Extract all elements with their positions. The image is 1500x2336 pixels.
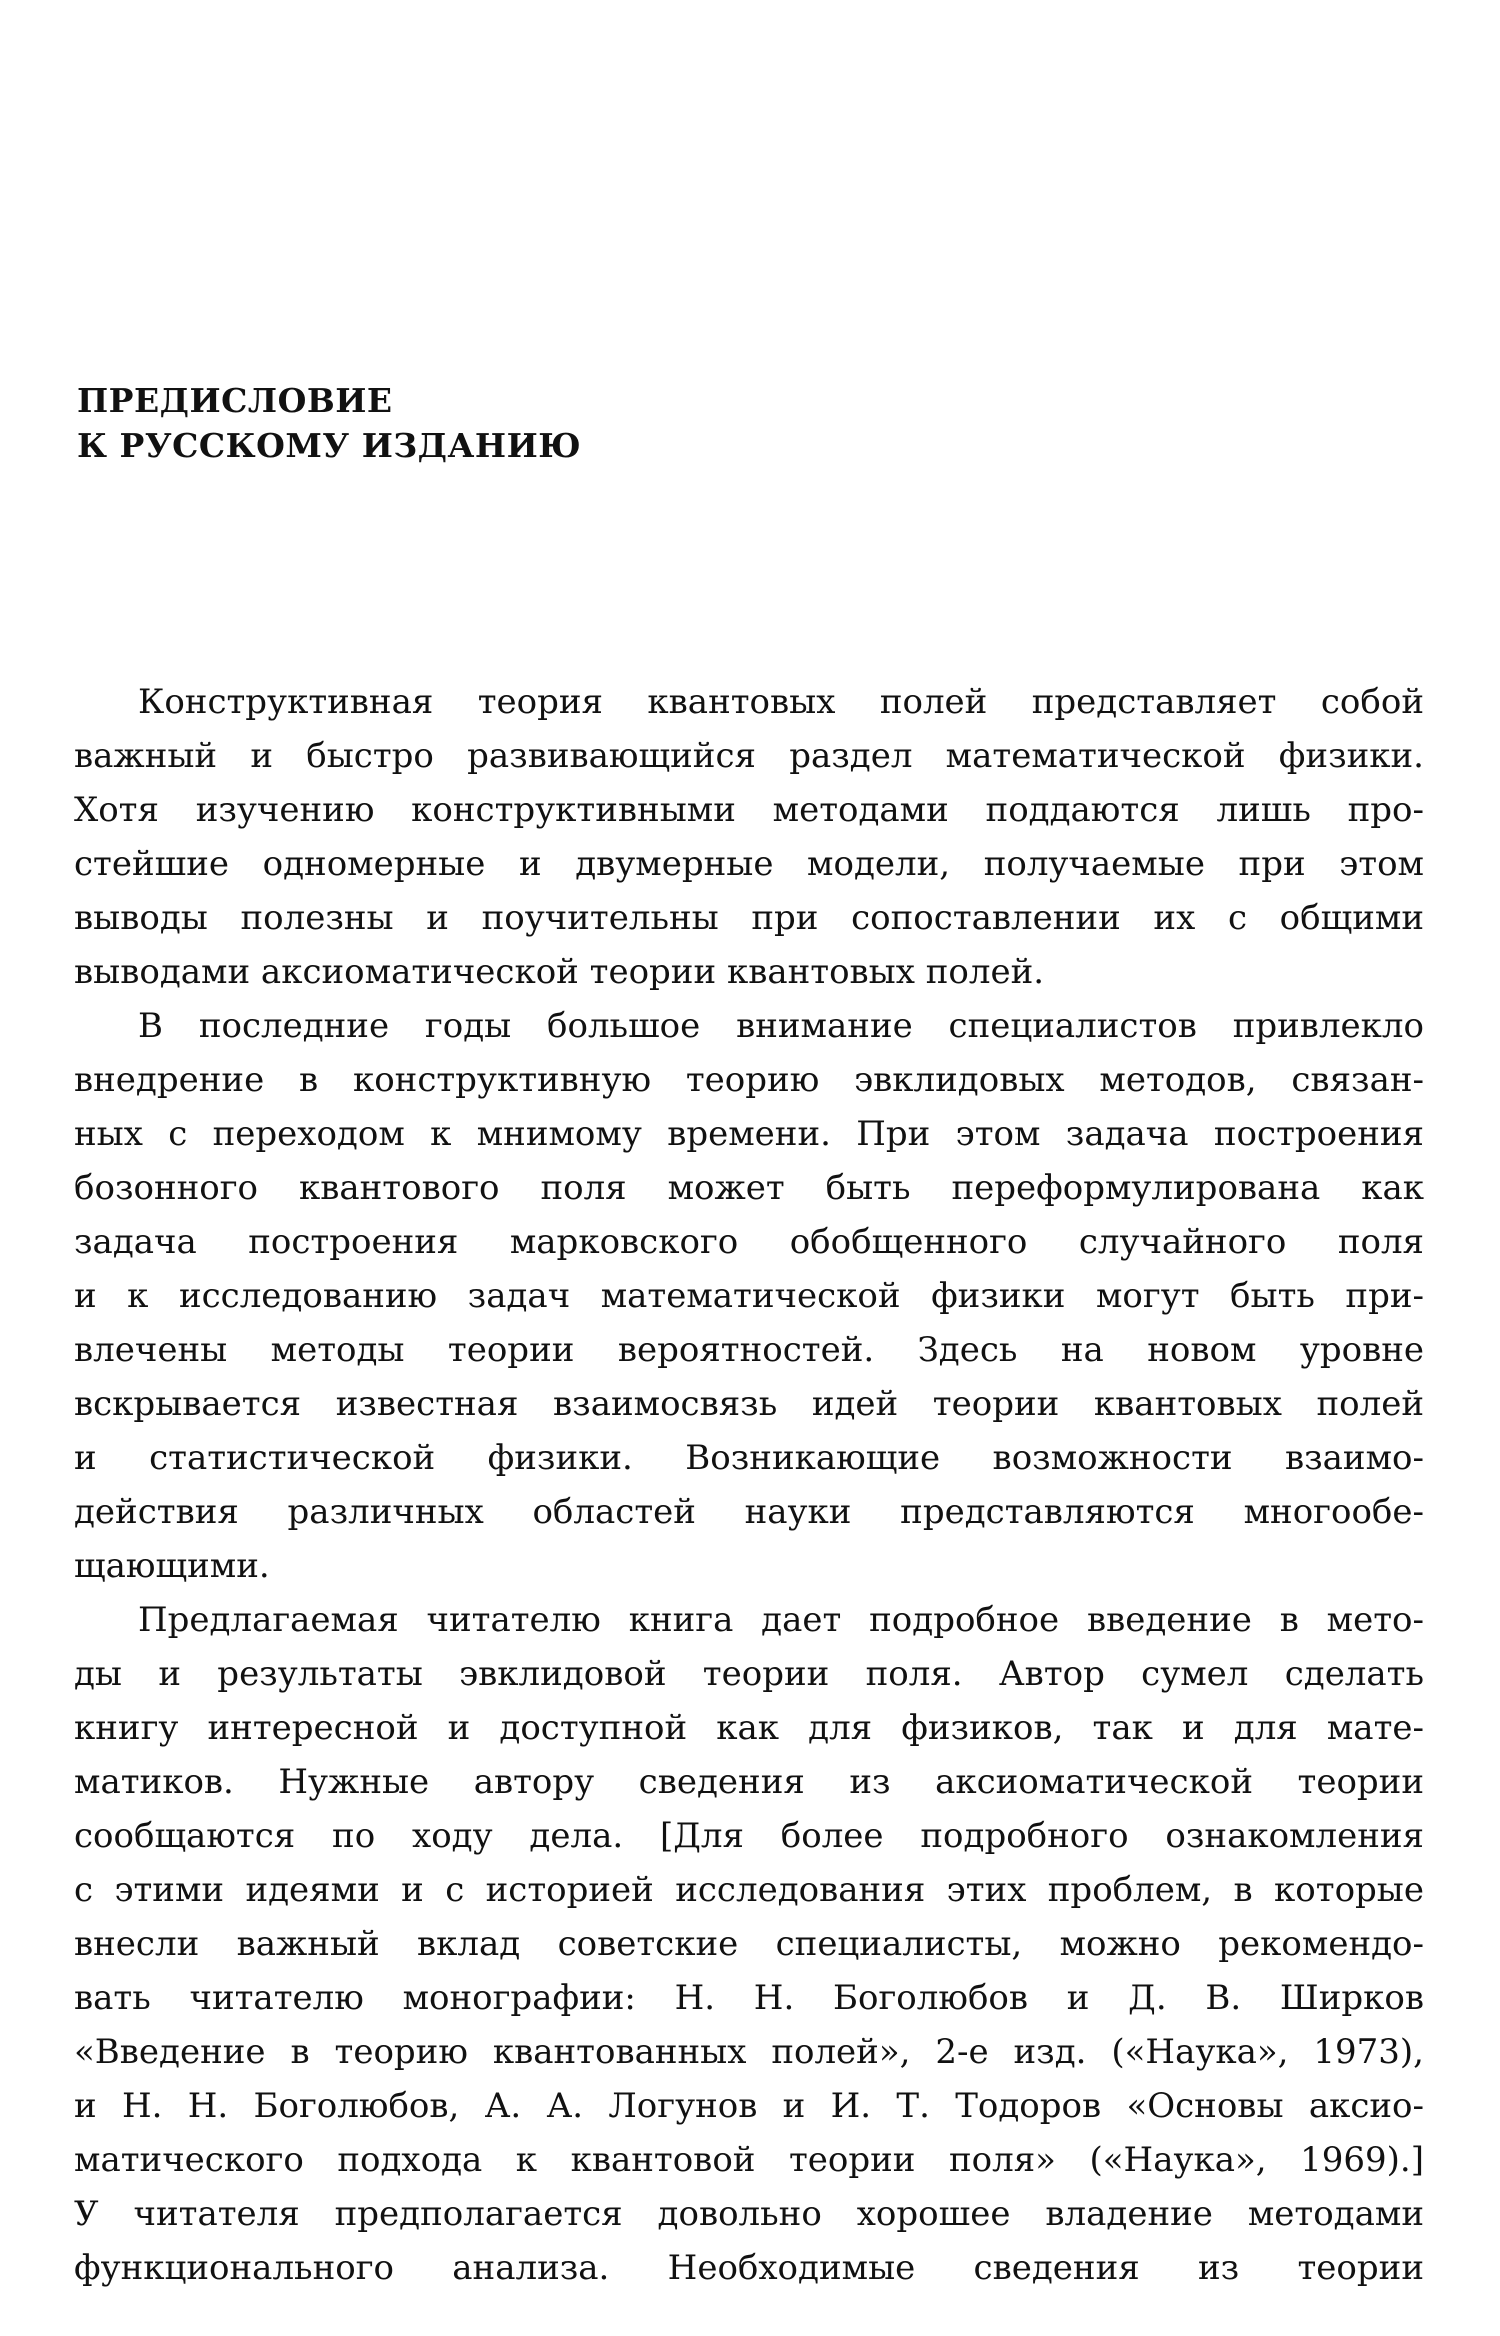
preface-body (74, 675, 1424, 2295)
text-line: вскрывается известная взаимосвязь идей теории квантовых полей (74, 1384, 1424, 1424)
heading-line-2: К РУССКОМУ ИЗДАНИЮ (77, 426, 582, 465)
text-line: выводами аксиоматической теории квантовых полей. (74, 952, 1045, 992)
text-line: ды и результаты эвклидовой теории поля. Автор сумел сделать (74, 1654, 1424, 1694)
text-line: У читателя предполагается довольно хорошее владение методами (74, 2194, 1424, 2234)
text-line: и статистической физики. Возникающие возможности взаимо- (74, 1438, 1424, 1478)
text-line: Предлагаемая читателю книга дает подробное введение в мето- (138, 1600, 1424, 1640)
heading-line-1: ПРЕДИСЛОВИЕ (77, 381, 393, 420)
text-line: В последние годы большое внимание специалистов привлекло (138, 1006, 1424, 1046)
text-line: «Введение в теорию квантованных полей», 2-е изд. («Наука», 1973), (74, 2032, 1424, 2072)
text-line: щающими. (74, 1546, 270, 1586)
text-line: функционального анализа. Необходимые сведения из теории (74, 2248, 1424, 2288)
text-line: влечены методы теории вероятностей. Здесь на новом уровне (74, 1330, 1424, 1370)
text-line: Конструктивная теория квантовых полей представляет собой (138, 682, 1424, 722)
text-line: стейшие одномерные и двумерные модели, получаемые при этом (74, 844, 1424, 884)
text-line: матического подхода к квантовой теории поля» («Наука», 1969).] (74, 2140, 1424, 2180)
text-line: бозонного квантового поля может быть переформулирована как (74, 1168, 1424, 1208)
text-line: матиков. Нужные автору сведения из аксиоматической теории (74, 1762, 1424, 1802)
text-line: внедрение в конструктивную теорию эвклидовых методов, связан- (74, 1060, 1424, 1100)
text-line: действия различных областей науки представляются многообе- (74, 1492, 1424, 1532)
section-heading (77, 378, 777, 468)
text-line: сообщаются по ходу дела. [Для более подробного ознакомления (74, 1816, 1424, 1856)
text-line: Хотя изучению конструктивными методами поддаются лишь про- (74, 790, 1424, 830)
text-line: вать читателю монографии: Н. Н. Боголюбов и Д. В. Ширков (74, 1978, 1424, 2018)
text-line: выводы полезны и поучительны при сопоставлении их с общими (74, 898, 1424, 938)
text-line: ных с переходом к мнимому времени. При этом задача построения (74, 1114, 1424, 1154)
text-line: с этими идеями и с историей исследования этих проблем, в которые (74, 1870, 1424, 1910)
text-line: задача построения марковского обобщенного случайного поля (74, 1222, 1424, 1262)
text-line: внесли важный вклад советские специалисты, можно рекомендо- (74, 1924, 1424, 1964)
text-line: и Н. Н. Боголюбов, А. А. Логунов и И. Т. Тодоров «Основы аксио- (74, 2086, 1424, 2126)
text-line: важный и быстро развивающийся раздел математической физики. (74, 736, 1424, 776)
text-line: и к исследованию задач математической физики могут быть при- (74, 1276, 1424, 1316)
text-line: книгу интересной и доступной как для физиков, так и для мате- (74, 1708, 1424, 1748)
